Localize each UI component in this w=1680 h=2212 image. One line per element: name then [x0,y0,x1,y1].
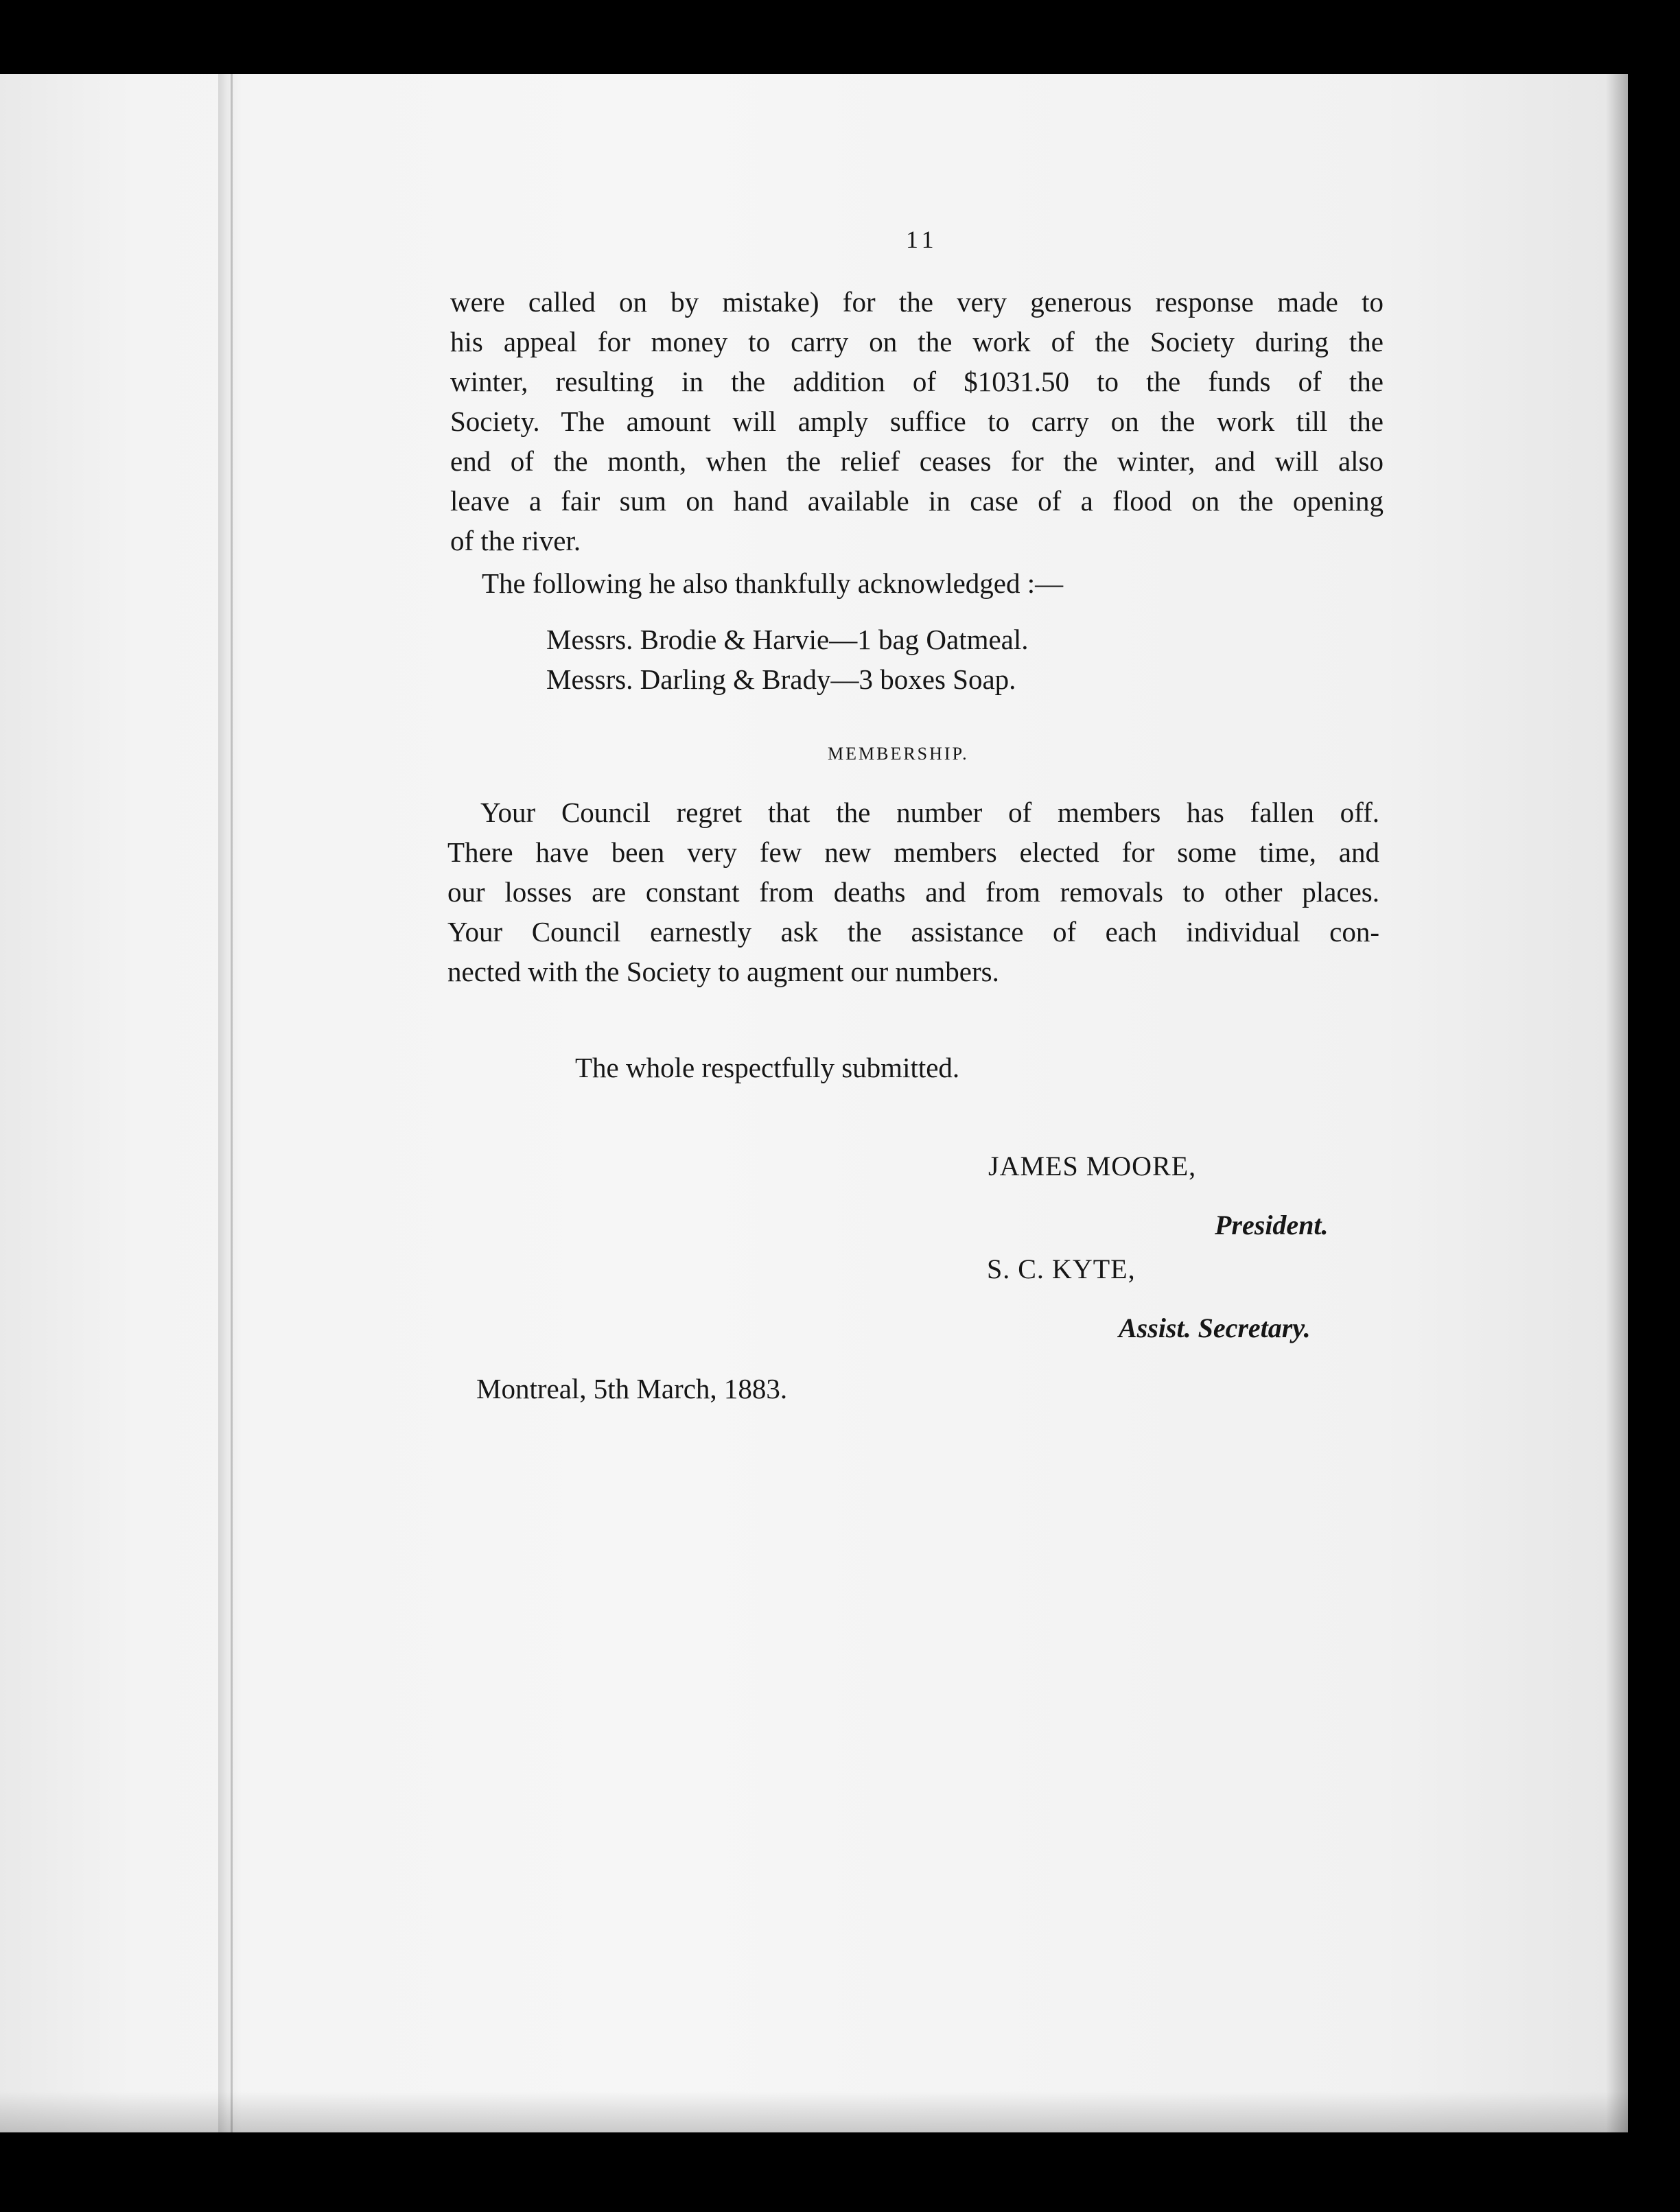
paragraph-line: winter, resulting in the addition of $1031.50 to the funds of the [450,366,1384,397]
page-bottom-shadow [0,2091,1628,2132]
binding-gutter [218,74,242,2132]
acknowledgement-item: Messrs. Darling & Brady—3 boxes Soap. [546,663,1016,695]
page-edge-shadow [1606,74,1628,2132]
closing-statement: The whole respectfully submitted. [575,1052,960,1083]
membership-line: our losses are constant from deaths and from removals to other places. [447,876,1379,908]
signature-title: Assist. Secretary. [1119,1313,1311,1343]
page-number: 11 [906,226,938,253]
signature-name: JAMES MOORE, [988,1151,1197,1181]
membership-line: nected with the Society to augment our numbers. [447,956,999,987]
paragraph-line: of the river. [450,525,581,556]
membership-line: Your Council earnestly ask the assistance of each individual con- [447,916,1379,948]
paragraph-line: leave a fair sum on hand available in case of a flood on the opening [450,485,1384,517]
signature-title: President. [1215,1210,1329,1240]
section-heading-membership: MEMBERSHIP. [828,744,969,764]
paragraph-line: his appeal for money to carry on the work of the Society during the [450,326,1384,357]
paragraph-line: were called on by mistake) for the very generous response made to [450,286,1384,318]
place-date: Montreal, 5th March, 1883. [476,1373,788,1404]
binding-line [231,74,233,2132]
acknowledgement-intro: The following he also thankfully acknowledged :— [482,567,1064,599]
paragraph-line: end of the month, when the relief ceases for the winter, and will also [450,445,1384,477]
membership-line: There have been very few new members elected for some time, and [447,836,1379,868]
acknowledgement-item: Messrs. Brodie & Harvie—1 bag Oatmeal. [546,624,1029,655]
membership-line: Your Council regret that the number of members has fallen off. [480,797,1379,828]
signature-name: S. C. KYTE, [987,1254,1136,1284]
paragraph-line: Society. The amount will amply suffice to carry on the work till the [450,405,1384,437]
